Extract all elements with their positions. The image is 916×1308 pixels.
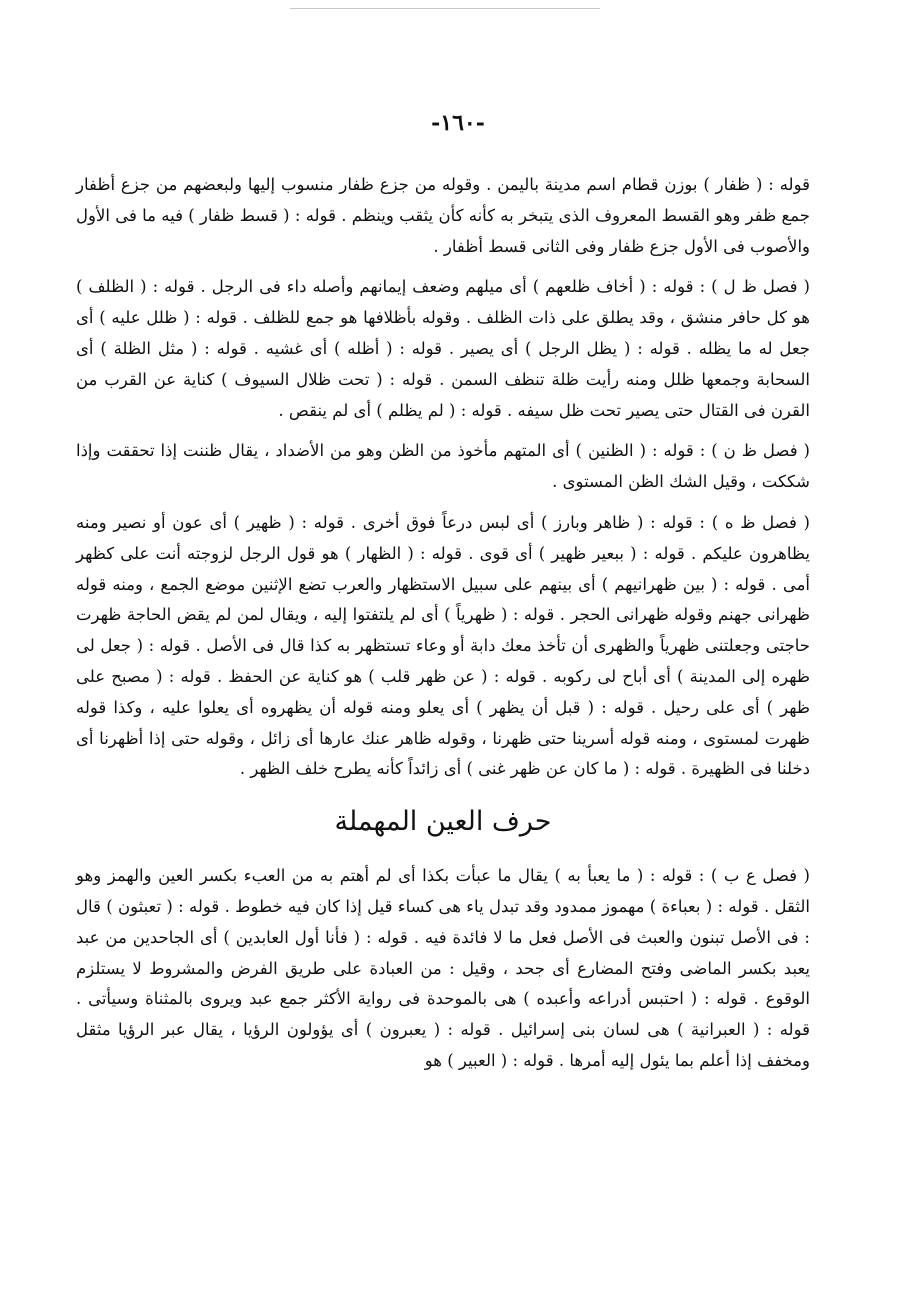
paragraph-zafar: قوله : ( ظفار ) بوزن قطام اسم مدينة باليمن . وقوله من جزع ظفار منسوب إليها ولبعضهم من جزع أظفار جمع ظفر وهو القسط المعروف الذى يتبخر به كأنه كأن يثقب وينظم . قوله : ( قسط ظفار ) فيه ما فى الأول والأصوب فى الأول جزع ظفار وفى الثانى قسط أظفار .	[76, 175, 810, 256]
section-heading: حرف العين المهملة	[334, 806, 552, 838]
top-rule	[290, 8, 600, 9]
paragraph-fasl-ab: ( فصل ع ب ) : قوله : ( ما يعبأ به ) يقال ما عبأت بكذا أى لم أهتم به من العبء بكسر العين والهمز وهو الثقل . قوله : ( بعباءة ) مهموز ممدود وقد تبدل ياء هى كساء قيل إذا كان فيه خطوط . قوله : ( تعبثون ) قال : فى الأصل تبنون والعبث فى الأصل فعل ما لا فائدة فيه . قوله : ( فأنا أول العابدين ) أى الجاحدين من عبد يعبد بكسر الماضى وفتح المضارع أى جحد ، وقيل : من العبادة على طريق الفرض والمشروط لا يستلزم الوقوع . قوله : ( احتبس أدراعه وأعبده ) هى بالموحدة فى رواية الأكثر جمع عبد ويروى بالمثناة وسيأتى . قوله : ( العبرانية ) هى لسان بنى إسرائيل . قوله : ( يعبرون ) أى يؤولون الرؤيا ، يقال عبر الرؤيا مثقل ومخفف إذا أعلم بما يئول إليه أمرها . قوله : ( العبير ) هو	[76, 866, 810, 1070]
paragraph-fasl-zal: ( فصل ظ ل ) : قوله : ( أخاف ظلعهم ) أى ميلهم وضعف إيمانهم وأصله داء فى الرجل . قوله : ( الظلف ) هو كل حافر منشق ، وقد يطلق على ذات الظلف . وقوله بأظلافها هو جمع للظلف . قوله : ( ظلل عليه ) أى جعل له ما يظله . قوله : ( يظل الرجل ) أى يصير . قوله : ( أظله ) أى غشيه . قوله : ( مثل الظلة ) أى السحابة وجمعها ظلل ومنه رأيت ظلة تنظف السمن . قوله : ( تحت ظلال السيوف ) كناية عن القرب من القرن فى القتال حتى يصير تحت ظل سيفه . قوله : ( لم يظلم ) أى لم ينقص .	[76, 277, 810, 420]
page-body	[76, 170, 810, 1087]
paragraph-fasl-zan: ( فصل ظ ن ) : قوله : ( الظنين ) أى المتهم مأخوذ من الظن وهو من الأضداد ، يقال ظننت إذا تحققت وإذا شككت ، وقيل الشك الظن المستوى .	[76, 441, 810, 492]
page-number: -١٦٠-	[431, 110, 485, 136]
paragraph-fasl-zah: ( فصل ظ ه ) : قوله : ( ظاهر وبارز ) أى لبس درعاً فوق أخرى . قوله : ( ظهير ) أى عون أو نصير ومنه يظاهرون عليكم . قوله : ( ببعير ظهير ) أى قوى . قوله : ( الظهار ) هو قول الرجل لزوجته أنت على كظهر أمى . قوله : ( بين ظهرانيهم ) أى بينهم على سبيل الاستظهار والعرب تضع الإثنين موضع الجمع ، ومنه قوله ظهرانى جهنم وقوله ظهرانى الحجر . قوله : ( ظهرياً ) أى لم يلتفتوا إليه ، ويقال لمن لم يقض الحاجة ظهرت حاجتى وجعلتنى ظهرياً والظهرى أن تأخذ معك دابة أو وعاء تستظهر به كذا قال فى الأصل . قوله : ( جعل لى ظهره إلى المدينة ) أى أباح لى ركوبه . قوله : ( عن ظهر قلب ) هو كناية عن الحفظ . قوله : ( مصبح على ظهر ) أى على رحيل . قوله : ( قبل أن يظهر ) أى يعلو ومنه قوله أن يظهروه أى يعلوا عليه ، وكذا قوله ظهرت لمستوى ، ومنه قوله أسرينا حتى ظهرنا ، وقوله ظاهر عنك عارها أى زائل ، وقوله حتى إذا أظهرنا أى دخلنا فى الظهيرة . قوله : ( ما كان عن ظهر غنى ) أى زائداً كأنه يطرح خلف الظهر .	[76, 512, 810, 779]
